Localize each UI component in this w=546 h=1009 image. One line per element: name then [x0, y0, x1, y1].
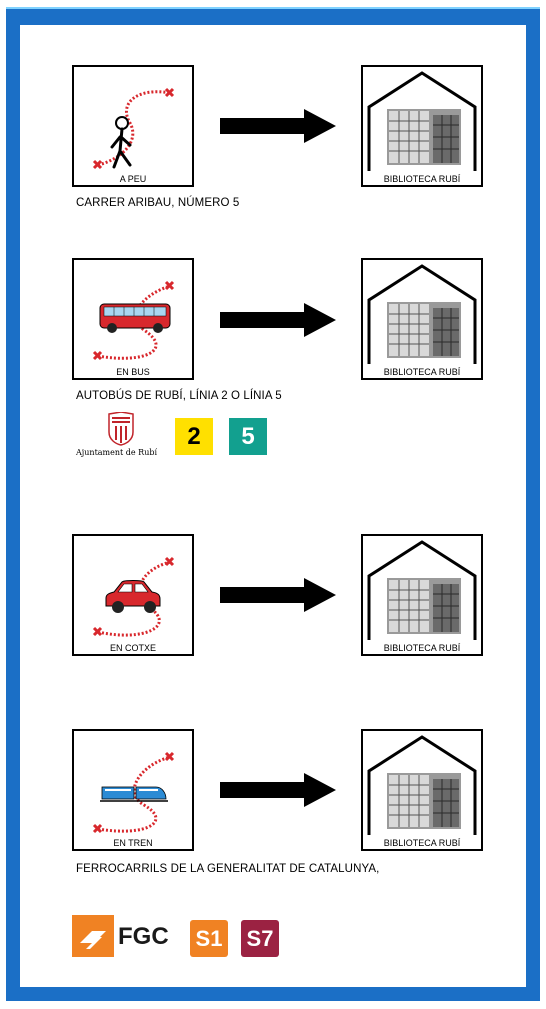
destination-card [361, 258, 483, 380]
fgc-wordmark: FGC [118, 923, 169, 950]
mode-card-bus [72, 258, 194, 380]
destination-label: BIBLIOTECA RUBÍ [383, 174, 461, 184]
mode-card-walk [72, 65, 194, 187]
bus-icon [74, 260, 192, 378]
walking-person-icon [74, 67, 192, 185]
library-building-icon [363, 260, 481, 378]
arrow-right-icon [220, 578, 336, 612]
train-line-badge-s1: S1 [190, 920, 228, 957]
train-caption: FERROCARRILS DE LA GENERALITAT DE CATALUNYA, [76, 863, 380, 875]
destination-label: BIBLIOTECA RUBÍ [383, 838, 461, 848]
mode-card-car [72, 534, 194, 656]
walk-caption: CARRER ARIBAU, NÚMERO 5 [76, 197, 240, 209]
bus-line-badge-5: 5 [229, 418, 267, 455]
destination-label: BIBLIOTECA RUBÍ [383, 367, 461, 377]
library-building-icon [363, 67, 481, 185]
train-icon [74, 731, 192, 849]
arrow-right-icon [220, 109, 336, 143]
mode-label: EN TREN [113, 838, 153, 848]
bus-caption: AUTOBÚS DE RUBÍ, LÍNIA 2 O LÍNIA 5 [76, 390, 282, 402]
mode-label: A PEU [119, 174, 147, 184]
library-building-icon [363, 731, 481, 849]
arrow-right-icon [220, 773, 336, 807]
mode-label: EN BUS [116, 367, 150, 377]
council-name: Ajuntament de Rubí [76, 448, 158, 457]
destination-label: BIBLIOTECA RUBÍ [383, 643, 461, 653]
fgc-logo [72, 915, 176, 957]
train-line-badge-s7: S7 [241, 920, 279, 957]
fgc-mark-icon [72, 915, 114, 957]
destination-card [361, 534, 483, 656]
mode-label: EN COTXE [109, 643, 156, 653]
arrow-right-icon [220, 303, 336, 337]
library-building-icon [363, 536, 481, 654]
coat-of-arms-icon [76, 412, 166, 446]
council-logo [76, 412, 166, 460]
destination-card [361, 729, 483, 851]
mode-card-train [72, 729, 194, 851]
destination-card [361, 65, 483, 187]
car-icon [74, 536, 192, 654]
bus-line-badge-2: 2 [175, 418, 213, 455]
